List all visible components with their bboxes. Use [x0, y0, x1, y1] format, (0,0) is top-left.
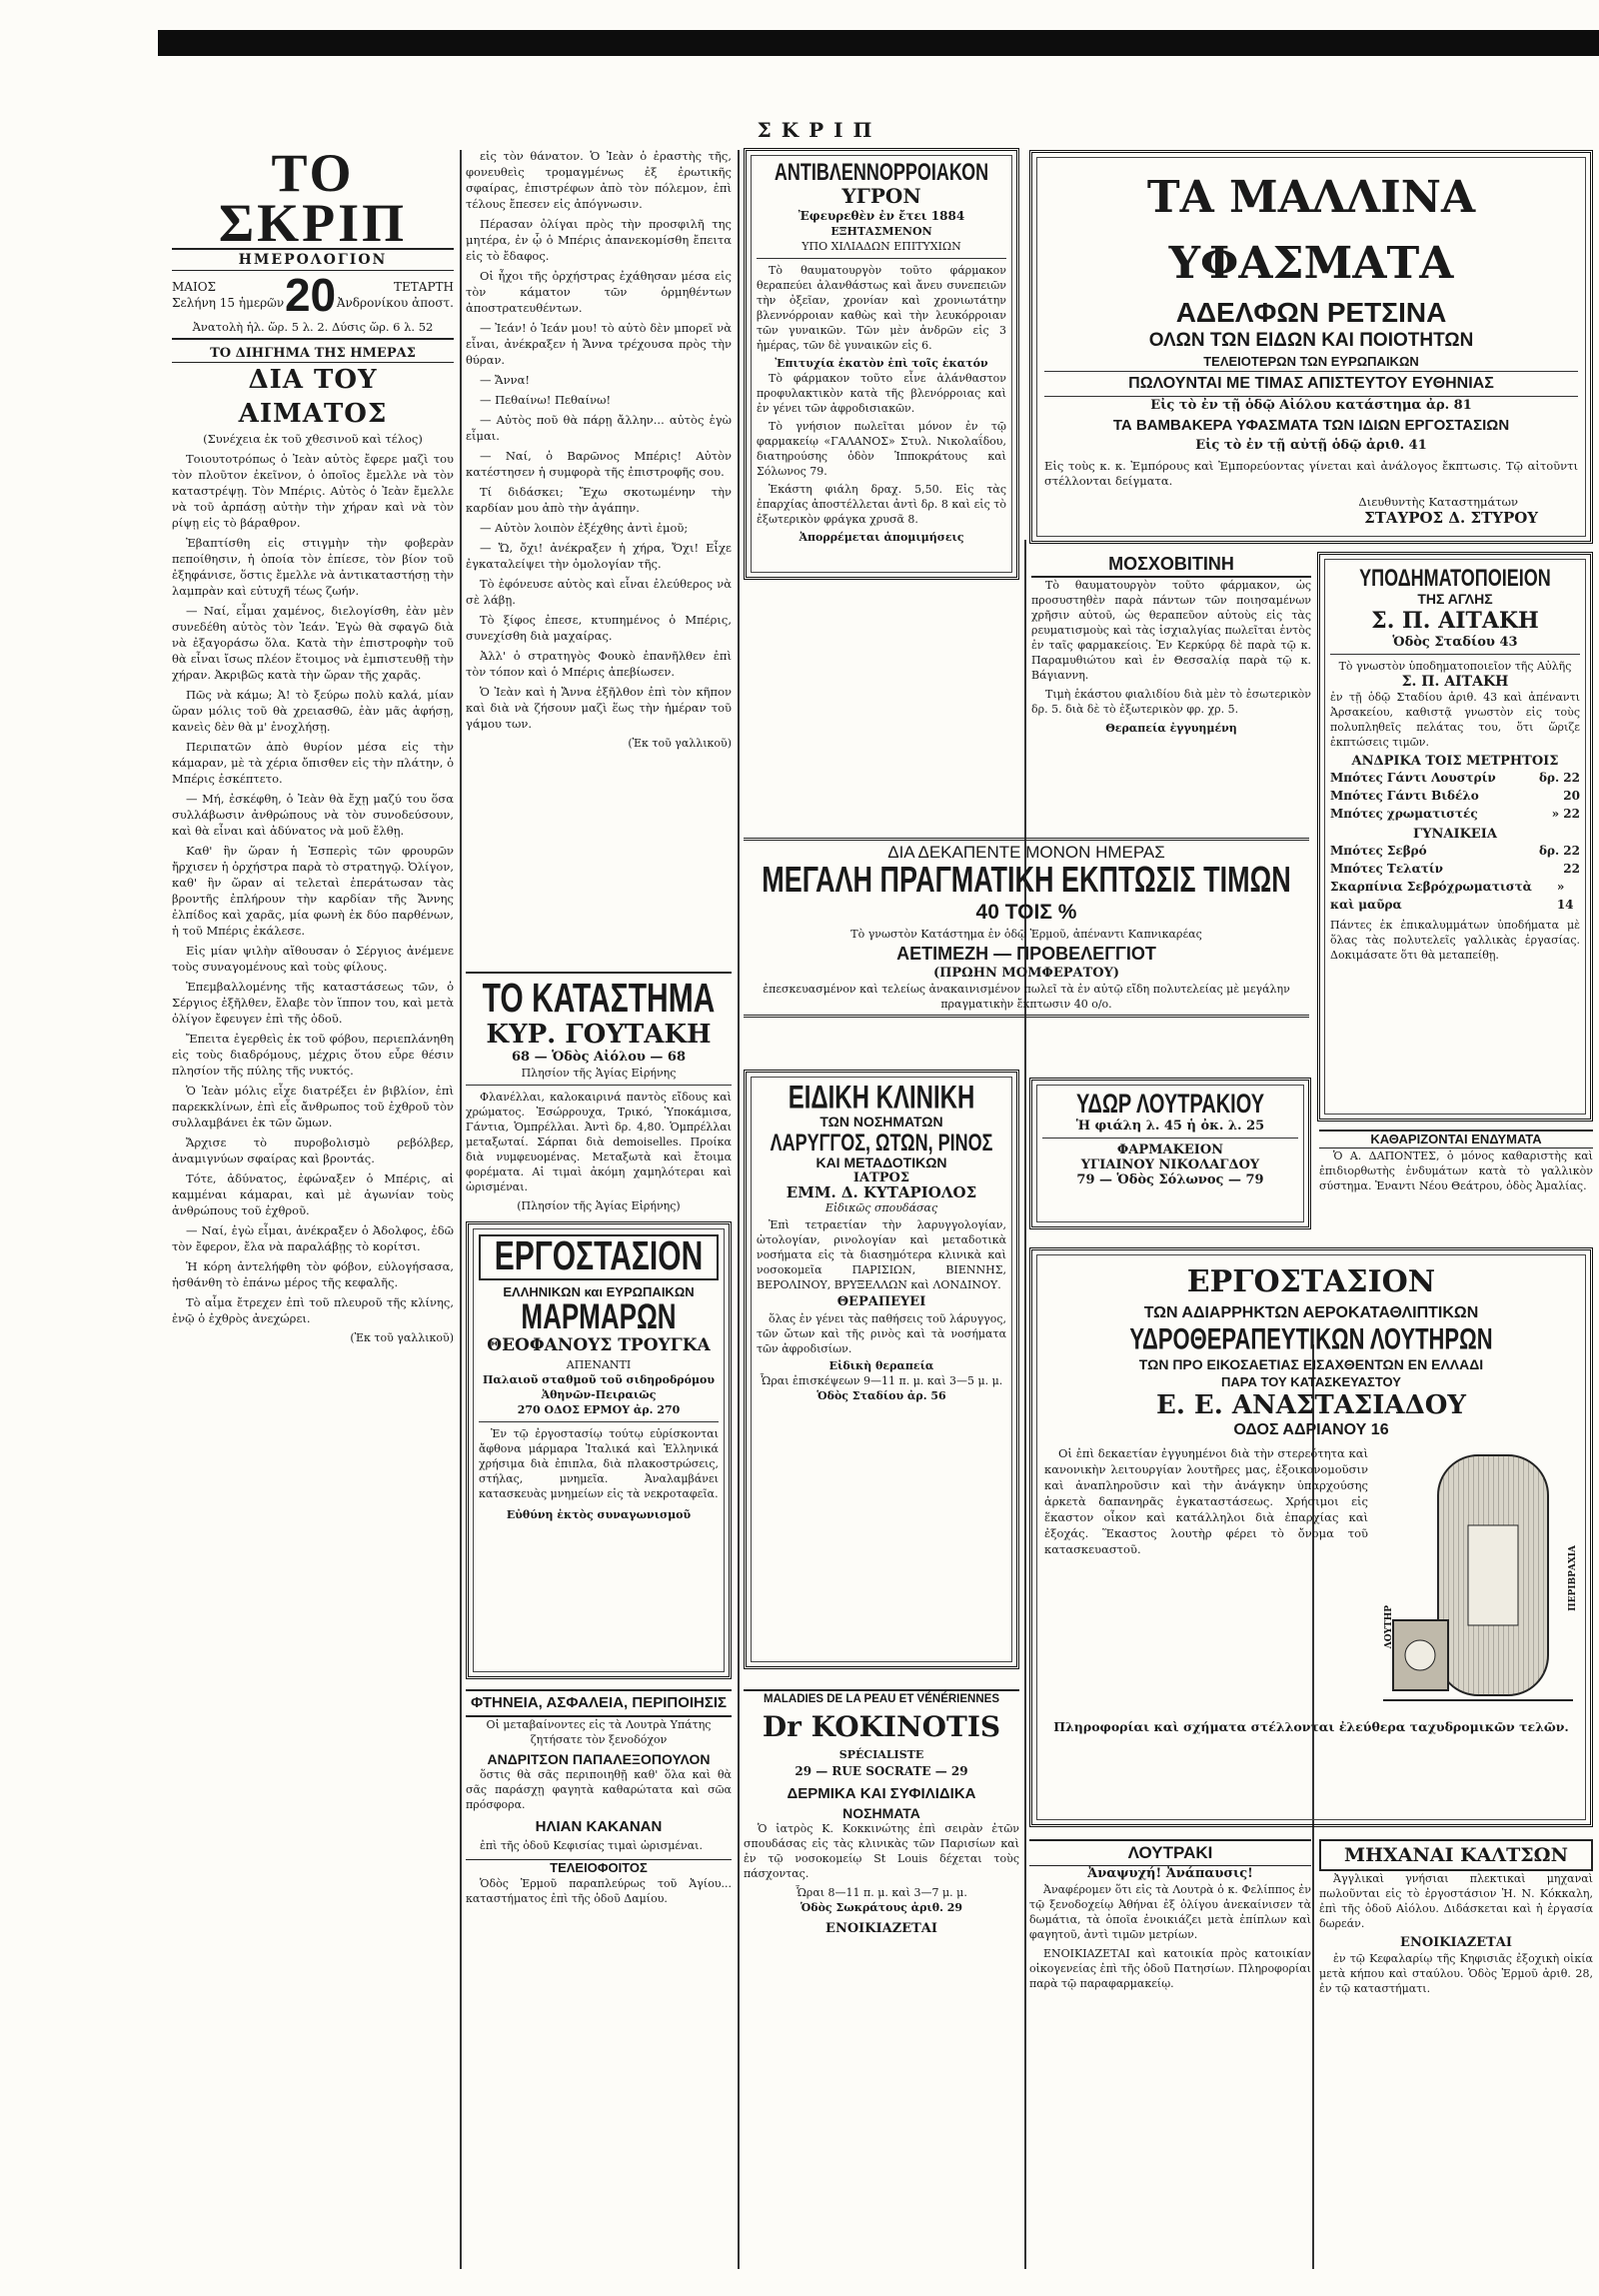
ad-baths-street: ΟΔΟΣ ΑΔΡΙΑΝΟΥ 16: [1233, 1421, 1389, 1438]
ad-clinic-line3: ΚΑΙ ΜΕΤΑΔΟΤΙΚΩΝ: [815, 1154, 947, 1170]
ad-clinic-hours: Ὧραι ἐπισκέψεων 9—11 π. μ. καὶ 3—5 μ. μ.: [760, 1374, 1003, 1387]
ad-antiblenn-tested2: ΥΠΟ ΧΙΛΙΑΔΩΝ ΕΠΙΤΥΧΙΩΝ: [801, 240, 961, 253]
ad-moschovitini: [1031, 552, 1311, 777]
ad-baths: [1029, 1247, 1593, 1827]
ad-clinic-title: ΕΙΔΙΚΗ ΚΛΙΝΙΚΗ: [788, 1080, 975, 1117]
ad-clinic-body: Ἐπὶ τετραετίαν τὴν λαρυγγολογίαν, ὠτολογίαν, ρινολογίαν καὶ μεταδοτικὰ νοσήματα εἰς τὰ διασημότερα κλινικὰ καὶ νοσοκομεῖα ΠΑΡΙΣΙΩΝ, ΒΙΕΝΝΗΣ, ΒΕΡΟΛΙΝΟΥ, ΒΡΥΞΕΛΛΩΝ καὶ ΛΟΝΔΙΝΟΥ.: [757, 1218, 1006, 1291]
ad-kokinotis-street: Ὁδὸς Σωκράτους ἀριθ. 29: [800, 1901, 963, 1914]
ad-clinic-specialty: Εἰδικῶς σπουδάσας: [824, 1201, 938, 1214]
ad-wool-brothers: ΑΔΕΛΦΩΝ ΡΕΤΣΙΝΑ: [1175, 297, 1447, 328]
story-paragraph: Περιπατῶν ἀπὸ θυρίον μέσα εἰς τὴν κάμαραν, μὲ τὰ χέρια ὄπισθεν εἰς τὴν πλάτην, ὁ Μπέρις ἐσκέπτετο.: [172, 740, 454, 786]
column-rule: [1024, 540, 1026, 2269]
story-paragraph: — Ὤ, ὄχι! ἀνέκραξεν ἡ χήρα, Ὄχι! Εἶχε ἐγκαταλείψει τὴν ὁμολογίαν τῆς.: [466, 541, 732, 571]
ad-water: [1029, 1078, 1311, 1229]
ad-marble-line1: ΕΛΛΗΝΙΚΩΝ και ΕΥΡΩΠΑΙΚΩΝ: [503, 1284, 695, 1299]
ad-shoes-footer: Πάντες ἐκ ἐπικαλυμμάτων ὑποδήματα μὲ ὅλας τὰς πολυτελεῖς γαλλικὰς ἐργασίας. Δοκιμάσατε ὅτι θὰ μεταπείθῃ.: [1330, 919, 1580, 962]
story-paragraph: Ἀλλ' ὁ στρατηγὸς Φουκὸ ἐπανῆλθεν ἐπὶ τὸν τόπον καὶ ὁ Μπέρις ἀπεβίωσεν.: [466, 649, 732, 679]
top-black-band: [158, 30, 1599, 56]
ad-clinic-line1: ΤΩΝ ΝΟΣΗΜΑΤΩΝ: [819, 1114, 943, 1130]
ad-baths-line2: ΥΔΡΟΘΕΡΑΠΕΥΤΙΚΩΝ ΛΟΥΤΗΡΩΝ: [1129, 1321, 1493, 1356]
ad-water-address: 79 — Ὁδὸς Σόλωνος — 79: [1076, 1172, 1264, 1187]
story-paragraph: Ἄρχισε τὸ πυροβολισμὸ ρεβόλβερ, ἀναμιγνύων σφαίρας καὶ βροντάς.: [172, 1136, 454, 1165]
price-row: Μπότες Γάντι Λουστρίν δρ. 22: [1330, 771, 1580, 785]
ad-clinic-line2: ΛΑΡΥΓΓΟΣ, ΩΤΩΝ, ΡΙΝΟΣ: [770, 1129, 993, 1156]
ad-water-price: Ἡ φιάλη λ. 45 ἡ ὀκ. λ. 25: [1075, 1119, 1265, 1134]
story-paragraph: Πέρασαν ὀλίγαι πρὸς τὴν προσφιλῆ της μητέρα, ἐν ᾧ ὁ Μπέρις ἀπανεκομίσθη ἔπειτα εἰς τὸ ἔδαφος.: [466, 217, 732, 263]
ad-marble-address: 270 ΟΔΟΣ ΕΡΜΟΥ ἀρ. 270: [517, 1403, 681, 1416]
ad-health-title: ΦΤΗΝΕΙΑ, ΑΣΦΑΛΕΙΑ, ΠΕΡΙΠΟΙΗΣΙΣ: [466, 1689, 732, 1717]
story-paragraph: — Ναί, εἶμαι χαμένος, διελογίσθη, ἐὰν μὲν συνεδέθη αὐτὸς τὸν Ἰεάν. Ἐγὼ θὰ σφαγῶ διὰ νὰ ἐξαγοράσω ὅλα. Κατὰ τὴν ἐπιστροφὴν τοῦ θὰ εἶναι ἴσως πλέον ἕτοιμος νὰ ἐμπιστευθῇ τὴν χήραν. Ἀκριβῶς κατὰ τὴν ὥραν τῆς χαρᾶς.: [172, 604, 454, 682]
ad-shoes-owner: Σ. Π. ΑΙΤΑΚΗ: [1371, 608, 1539, 634]
story-paragraph: Καθ' ἣν ὥραν ἡ Ἑσπερὶς τῶν φρουρῶν ἤρχισεν ἡ ὀρχήστρα παρὰ τὸ στρατηγῷ. Ὀλίγον, καθ' ἣν ὥραν αἱ τελεταὶ ἐπεράτωσαν τὰς βροντῆς ἐπλήρουν τὴν καρδίαν τῆς Ἄννης ἐλπίδος καὶ χαρᾶς, μία φωνὴ ἐκ δύο παρθένων, ἡ τοῦ Μπέρις ἐκάλεσε.: [172, 844, 454, 938]
story-paragraph: Ἡ κόρη ἀντελήφθη τὸν φόβον, εὐλογήσασα, ἠσθάνθη τὸ ἐπάνω μέρος τῆς κεφαλῆς.: [172, 1259, 454, 1289]
ad-cleaning-body: Ὁ Α. ΔΑΠΟΝΤΕΣ, ὁ μόνος καθαριστὴς καὶ ἐπιδιορθωτὴς ἐνδυμάτων κατὰ τὸ γαλλικὸν σύστημα. Ἐναντι Νέου Θεάτρου, ὁδὸς Ἀμαλίας.: [1319, 1149, 1593, 1192]
ad-discount-line1: ΔΙΑ ΔΕΚΑΠΕΝΤΕ ΜΟΝΟΝ ΗΜΕΡΑΣ: [744, 838, 1309, 861]
story-paragraph: Τὸ αἷμα ἔτρεχεν ἐπὶ τοῦ πλευροῦ τῆς κλίνης, ἐνῷ ὁ ἐχθρὸς ἀνεχώρει.: [172, 1295, 454, 1325]
month: ΜΑΙΟΣ: [172, 280, 217, 294]
ad-antiblenn-title: ΑΝΤΙΒΛΕΝΝΟΡΡΟΙΑΚΟΝ: [774, 158, 989, 186]
ad-health-name2: ΗΛΙΑΝ ΚΑΚΑΝΑΝ: [535, 1818, 663, 1835]
ad-marble-body: Ἐν τῷ ἐργοστασίῳ τούτῳ εὑρίσκονται ἄφθονα μάρμαρα Ἰταλικά καὶ Ἑλληνικά χρήσιμα διὰ ἐπιπλα, διὰ πλακοστρώσεις, στήλας, μνημεῖα. Ἀναλαμβάνει κατασκευὰς μνημείων εἰς τὰ νεκροταφεῖα.: [479, 1427, 719, 1500]
ad-antiblenn-subtitle: ΥΓΡΟΝ: [841, 184, 921, 208]
story-paragraph: Πῶς νὰ κάμω; Ἀ! τὸ ξεύρω πολὺ καλά, μίαν ὥραν μόλις τοῦ θὰ χρειασθῶ, ἐὰν μᾶς ἀφήσῃ, κανεὶς δὲν θὰ μ' ἐνοχλήσῃ.: [172, 688, 454, 734]
ad-wool-note: Εἰς τοὺς κ. κ. Ἐμπόρους καὶ Ἐμπορεύοντας γίνεται καὶ ἀνάλογος ἔκπτωσις. Τῷ αἰτοῦντι στέλλονται δείγματα.: [1044, 459, 1578, 488]
ad-marble-opposite: ΑΠΕΝΑΝΤΙ: [566, 1358, 632, 1371]
ad-kokinotis-name: Dr KOKINOTIS: [762, 1710, 1001, 1743]
ad-antiblenn-footer: Ἀπορρέμεται ἀπομιμήσεις: [799, 531, 964, 544]
ad-antiblenn-price: Ἑκάστη φιάλη δραχ. 5,50. Εἰς τὰς ἐπαρχίας ἀποστέλλεται ἀντὶ δρ. 8 καὶ εἰς τὸ ἐξωτερικὸν φράγκα χρυσᾶ 8.: [757, 483, 1006, 526]
story-paragraph: Τὸ ξίφος ἐπεσε, κτυπημένος ὁ Μπέρις, συνεχίσθη διὰ μαχαίρας.: [466, 613, 732, 643]
story-paragraph: Ἔπειτα ἐγερθεὶς ἐκ τοῦ φόβου, περιεπλάνηθη εἰς τοὺς διαδρόμους, μέχρις ὅτου εὗρε θέσιν πλησίον τῆς πύλης τῆς νυκτός.: [172, 1032, 454, 1078]
ad-sewing-rent-title: ΕΝΟΙΚΙΑΖΕΤΑΙ: [1400, 1935, 1512, 1950]
ad-shoes-of: ΤΗΣ ΑΓΛΗΣ: [1417, 591, 1493, 607]
masthead-subtitle: ΗΜΕΡΟΛΟΓΙΟΝ: [172, 250, 454, 271]
ad-store: [466, 980, 732, 1214]
ad-health-name: ΑΝΔΡΙΤΣΟΝ ΠΑΠΑΛΕΞΟΠΟΥΛΟΝ: [487, 1751, 711, 1767]
masthead-title: ΤΟ ΣΚΡΙΠ: [172, 148, 454, 250]
moon-phase: Σελήνη 15 ἡμερῶν: [172, 296, 285, 310]
ad-moschovitini-title: ΜΟΣΧΟΒΙΤΙΝΗ: [1031, 552, 1311, 578]
story-paragraph: Τὸ ἐφόνευσε αὐτὸς καὶ εἶναι ἐλεύθερος νὰ σὲ λάβῃ.: [466, 577, 732, 607]
story-paragraph: Εἰς μίαν ψιλὴν αἴθουσαν ὁ Σέργιος ἀνέμενε τοὺς συναγομένους καὶ τοὺς φίλους.: [172, 944, 454, 974]
story-paragraph: — Ναί, ὁ Βαρῶνος Μπέρις! Αὐτὸν κατέστησεν ἡ συμφορὰ τῆς ἐπιστροφῆς σου.: [466, 449, 732, 479]
ad-marble-footer: Εὐθύνη ἐκτὸς συναγωνισμοῦ: [506, 1508, 692, 1521]
ad-wool-cotton: ΤΑ ΒΑΜΒΑΚΕΡΑ ΥΦΑΣΜΑΤΑ ΤΩΝ ΙΔΙΩΝ ΕΡΓΟΣΤΑΣΙΩΝ: [1112, 417, 1510, 434]
water-heater-icon: [1378, 1445, 1578, 1715]
section-title: ΤΟ ΔΙΗΓΗΜΑ ΤΗΣ ΗΜΕΡΑΣ: [172, 346, 454, 363]
ad-health-body2: ἐπὶ τῆς ὁδοῦ Κεφισίας τιμαὶ ὡρισμέναι.: [480, 1839, 703, 1852]
ad-baths-line4: ΠΑΡΑ ΤΟΥ ΚΑΤΑΣΚΕΥΑΣΤΟΥ: [1221, 1374, 1401, 1389]
ad-clinic-special: Εἰδικὴ θεραπεία: [828, 1359, 934, 1372]
ad-water-pharmacy: ΦΑΡΜΑΚΕΙΟΝ: [1116, 1143, 1224, 1157]
ad-wool-store2: Εἰς τὸ ἐν τῇ αὐτῇ ὁδῷ ἀριθ. 41: [1195, 438, 1427, 453]
ad-baths-title: ΕΡΓΟΣΤΑΣΙΟΝ: [1186, 1264, 1436, 1299]
ad-shoes-owner2: Σ. Π. ΑΙΤΑΚΗ: [1401, 674, 1509, 690]
running-head: ΣΚΡΙΠ: [757, 118, 882, 142]
ad-water-title: ΥΔΩΡ ΛΟΥΤΡΑΚΙΟΥ: [1075, 1090, 1265, 1120]
story-paragraph: — Ἄννα!: [480, 373, 530, 387]
ad-kokinotis-line2: ΔΕΡΜΙΚΑ ΚΑΙ ΣΥΦΙΛΙΔΙΚΑ: [787, 1785, 976, 1802]
ad-wool-sold: ΠΩΛΟΥΝΤΑΙ ΜΕ ΤΙΜΑΣ ΑΠΙΣΤΕΥΤΟΥ ΕΥΘΗΝΙΑΣ: [1044, 371, 1578, 397]
ad-antiblenn-tested: ΕΞΗΤΑΣΜΕΝΟΝ: [830, 225, 932, 238]
ad-health-footer2: Ὁδὸς Ἐρμοῦ παραπλεύρως τοῦ Ἀγίου... καταστήματος ἐπὶ τῆς ὁδοῦ Δαμίου.: [466, 1877, 732, 1905]
ad-moschovitini-price: Τιμὴ ἑκάστου φιαλιδίου διὰ μὲν τὸ ἐσωτερικὸν δρ. 5. διὰ δὲ τὸ ἐξωτερικὸν φρ. χρ. 5.: [1031, 688, 1311, 716]
ad-store-note: Πλησίον τῆς Ἁγίας Εἰρήνης: [521, 1067, 677, 1080]
ad-marble-line2: ΜΑΡΜΑΡΩΝ: [521, 1295, 677, 1337]
price-row: Μπότες Σεβρό δρ. 22: [1330, 844, 1580, 858]
ad-health: [466, 1689, 732, 2269]
bath-label-right: ΠΕΡΙΒΡΑΧΙΑ: [1568, 1545, 1578, 1611]
ad-wool-european: ΤΕΛΕΙΟΤΕΡΩΝ ΤΩΝ ΕΥΡΩΠΑΙΚΩΝ: [1203, 354, 1419, 369]
ad-antiblenn-shop: Τὸ γνήσιον πωλεῖται μόνον ἐν τῷ φαρμακείῳ «ΓΑΛΑΝΟΣ» Στυλ. Νικολαΐδου, διατηρούσης ὁδὸν Ἱπποκράτους καὶ Σόλωνος 79.: [757, 420, 1006, 478]
ad-kokinotis-line1: MALADIES DE LA PEAU ET VÉNÉRIENNES: [744, 1689, 1019, 1707]
date-block: [172, 271, 454, 319]
column-2-story: [466, 148, 732, 968]
ad-clinic-doctor-label: ΙΑΤΡΟΣ: [852, 1170, 910, 1185]
story-note: (Συνέχεια ἐκ τοῦ χθεσινοῦ καὶ τέλος): [203, 432, 423, 446]
ad-store-footer: (Πλησίον τῆς Ἁγίας Εἰρήνης): [517, 1199, 681, 1212]
ad-clinic-address: Ὁδὸς Σταδίου ἀρ. 56: [816, 1389, 946, 1402]
sun-times: Ἀνατολὴ ἡλ. ὥρ. 5 λ. 2. Δύσις ὥρ. 6 λ. 52: [172, 319, 454, 340]
ad-baths-footer: Πληροφορίαι καὶ σχήματα στέλλονται ἐλεύθερα ταχυδρομικῶν τελῶν.: [1053, 1719, 1569, 1734]
ad-discount: [744, 838, 1309, 1018]
ad-marble-station: Παλαιοῦ σταθμοῦ τοῦ σιδηροδρόμου Ἀθηνῶν-Πειραιῶς: [483, 1373, 715, 1401]
story-paragraph: — Αὐτὸν λοιπὸν ἐξέχθης ἀντὶ ἐμοῦ;: [480, 521, 689, 535]
ad-discount-line4: Τὸ γνωστὸν Κατάστημα ἐν ὁδῷ Ἑρμοῦ, ἀπέναντι Καπνικαρέας: [850, 928, 1202, 941]
ad-sewing: [1319, 1839, 1593, 2269]
story-paragraph: — Ἰεάν! ὁ Ἰεάν μου! τὸ αὐτὸ δὲν μπορεῖ νὰ εἶναι, ἀνέκραξεν ἡ Ἄννα τρέχουσα πρὸς τὴν θύραν.: [466, 321, 732, 367]
ad-clinic-doctor: ΕΜΜ. Δ. ΚΥΤΑΡΙΟΛΟΣ: [786, 1183, 977, 1201]
ad-clinic-body2: ὅλας ἐν γένει τὰς παθήσεις τοῦ λάρυγγος, τῶν ὤτων καὶ τῆς ρινὸς καὶ τὰ νοσήματα τῶν ἀφροδισίων.: [757, 1312, 1006, 1355]
ad-store-name: ΚΥΡ. ΓΟΥΤΑΚΗ: [486, 1020, 712, 1050]
price-row: Σκαρπίνια Σεβρόχρωματιστὰ καὶ μαῦρα » 14: [1330, 880, 1574, 912]
ad-shoes-street: Ὁδὸς Σταδίου 43: [1392, 635, 1518, 650]
ad-kokinotis-specialty: SPÉCIALISTE: [838, 1748, 924, 1761]
weekday: ΤΕΤΑΡΤΗ: [394, 280, 454, 294]
ad-clinic-treats: ΘΕΡΑΠΕΥΕΙ: [836, 1294, 926, 1309]
ad-wool-qualities: ΟΛΩΝ ΤΩΝ ΕΙΔΩΝ ΚΑΙ ΠΟΙΟΤΗΤΩΝ: [1148, 330, 1474, 351]
ad-loutraki-sub: Ἀναψυχή! Ἀνάπαυσις!: [1087, 1866, 1253, 1881]
ad-loutraki-footer: ΕΝΟΙΚΙΑΖΕΤΑΙ καὶ κατοικία πρὸς κατοικίαν οἰκογενείας ἐπὶ τῆς ὁδοῦ Πατησίων. Πληροφορίαι παρὰ τῷ παραφαρμακείῳ.: [1029, 1947, 1311, 1990]
ad-marble: [466, 1221, 732, 1679]
ad-sewing-body: Ἀγγλικαὶ γνήσιαι πλεκτικαὶ μηχαναὶ πωλοῦνται εἰς τὸ ἐργοστάσιον Ἠ. Ν. Κόκκαλη, ἐπὶ τῆς ὁδοῦ Αἰόλου. Διδάσκεται καὶ ἡ ἐργασία δωρεάν.: [1319, 1872, 1593, 1930]
story-paragraph: Τί διδάσκει; Ἔχω σκοτωμένην τὴν καρδίαν μου ἀπὸ τὴν ἀγάπην.: [466, 485, 732, 515]
ad-loutraki-body: Ἀναφέρομεν ὅτι εἰς τὰ Λουτρὰ ὁ κ. Φελίππος ἐν τῷ ξενοδοχείῳ Ἀθήναι ἐξ ὀλίγου ἀνεκαίνισεν τὰ δωμάτια, τὰ ὁποῖα ἐνοικιάζει μετὰ ἐπίπλων καὶ φαγητοῦ, ἀντὶ τιμῶν μετρίων.: [1029, 1883, 1311, 1941]
saint-of-day: Ἀνδρονίκου ἀποστ.: [336, 296, 454, 310]
ad-baths-line1: ΤΩΝ ΑΔΙΑΡΡΗΚΤΩΝ ΑΕΡΟΚΑΤΑΘΛΙΠΤΙΚΩΝ: [1143, 1304, 1479, 1321]
price-row: Μπότες Γάντι Βιδέλο 20: [1330, 789, 1580, 803]
story-paragraph: εἰς τὸν θάνατον. Ὁ Ἰεὰν ὁ ἐραστὴς τῆς, φονευθεὶς τρομαγμένως ἐξ ἐρωτικῆς σφαίρας, ἐπιστρέφων ἀπὸ τὸν πόλεμον, ἐπὶ τέλους ἔπεσεν εἰς ἀπόγνωσιν.: [466, 149, 732, 211]
price-row: Μπότες Τελατίν 22: [1330, 862, 1580, 876]
story-paragraph: Ὁ Ἰεὰν καὶ ἡ Ἄννα ἐξῆλθον ἐπὶ τὸν κῆπον καὶ διὰ νὰ ζήσουν μαζὶ ἕως τὴν ἡμέραν τοῦ γάμου των.: [466, 685, 732, 731]
story-paragraph: — Πεθαίνω! Πεθαίνω!: [480, 393, 612, 407]
story-paragraph: Τότε, ἀδύνατος, ἐφώναξεν ὁ Μπέρις, αἱ καμμέναι κάμαραι, καὶ μὲ ἀγωνίαν τοὺς ἀνθρώπους τοῦ ἐχθροῦ.: [172, 1171, 454, 1217]
price-row: Μπότες χρωματιστές » 22: [1330, 807, 1580, 821]
ad-clinic: [744, 1070, 1019, 1669]
bath-label-left: ΛΟΥΤΗΡ: [1384, 1605, 1394, 1649]
ad-shoes-men-title: ΑΝΔΡΙΚΑ ΤΟΙΣ ΜΕΤΡΗΤΟΙΣ: [1351, 754, 1559, 769]
ad-cleaning: [1319, 1130, 1593, 1244]
ad-antiblenn-since: Ἐφευρεθὲν ἐν ἔτει 1884: [798, 209, 965, 223]
ad-moschovitini-body: Τὸ θαυματουργὸν τοῦτο φάρμακον, ὡς προσυστηθὲν παρὰ πάντων τῶν ποιησαμένων χρῆσιν αὐτοῦ, ὡς θεραπεῦον αὐτοὺς εἰς τὰς ρευματισμοὺς καὶ τὰς ἰσχιαλγίας πωλεῖται ἐντὸς ἐν ταῖς φαρμακείοις. Ἐν Κερκύρᾳ δὲ παρὰ τῷ κ. Παραμυθιώτου καὶ ἐν Θεσσαλίᾳ παρὰ τῷ κ. Βάγιαννη.: [1031, 579, 1311, 682]
story-paragraph: — Ναί, ἐγὼ εἶμαι, ἀνέκραξεν ὁ Ἀδολφος, ἐδῶ τὸν ἔφερον, ἔλα νὰ παραλάβῃς τὸ κορίτσι.: [172, 1223, 454, 1253]
story-signature: (Ἐκ τοῦ γαλλικοῦ): [628, 737, 732, 750]
story-paragraph: — Μή, ἐσκέφθη, ὁ Ἰεὰν θὰ ἔχῃ μαζύ του ὅσα συλλάβωσιν ἀνθρώπους νὰ τὸν συνοδεύσουν, καὶ θὰ εἶναι καὶ ἀδύνατος νὰ μοῦ ἔλθῃ.: [172, 792, 454, 838]
story-paragraph: Ἐπεμβαλλομένης τῆς καταστάσεως τῶν, ὁ Σέργιος ἐξῆλθεν, ἔλαβε τὸν ἵππον του, καὶ μετὰ ὀλίγον ἔφευγεν ἐπὶ τῆς ὁδοῦ.: [172, 980, 454, 1026]
ad-marble-title: ΕΡΓΟΣΤΑΣΙΟΝ: [479, 1234, 719, 1280]
story-paragraph: Ὁ Ἰεὰν μόλις εἶχε διατρέξει ἐν βιβλίον, ἐπὶ παρεκκλίνων, ἐπὶ εἷς ἄνθρωπος τοῦ ἐχθροῦ τὸν συλλαμβάνει ἐκ τῶν ὤμων.: [172, 1084, 454, 1130]
ad-loutraki: [1029, 1839, 1311, 2269]
ad-baths-maker: Ε. Ε. ΑΝΑΣΤΑΣΙΑΔΟΥ: [1156, 1390, 1466, 1420]
ad-kokinotis: [744, 1689, 1019, 2269]
column-rule: [460, 150, 462, 2269]
column-rule: [738, 150, 740, 2269]
column-1: [172, 148, 454, 2267]
ad-health-intro: Οἱ μεταβαίνοντες εἰς τὰ Λουτρὰ Υπάτης ζητήσατε τὸν ξενοδόχον: [486, 1718, 712, 1746]
ad-marble-line3: ΘΕΟΦΑΝΟΥΣ ΤΡΟΥΓΚΑ: [487, 1335, 711, 1355]
bath-illustration: [1378, 1445, 1578, 1715]
ad-baths-body: Οἱ ἐπὶ δεκαετίαν ἐγγυημένοι διὰ τὴν στερεότητα καὶ κανονικὴν λειτουργίαν λουτῆρες μας, ἐξοικονομοῦσιν καὶ ἀναπληροῦσιν καὶ τὴν ἀνάγκην ὑπαρχούσης ἀρκετὰ δαπανηρᾶς ἐγκαταστάσεως. Χρήσιμοι εἰς ἕκαστον οἶκον καὶ κατάλληλοι διὰ ἐπαρχίας καὶ ἐξοχάς. Ἕκαστος λουτὴρ φέρει τὸ ὄνομα τοῦ κατασκευαστοῦ.: [1044, 1446, 1368, 1556]
ad-store-title: ΤΟ ΚΑΤΑΣΤΗΜΑ: [482, 980, 716, 1022]
ad-discount-line6: (ΠΡΩΗΝ ΜΟΜΦΕΡΑΤΟΥ): [932, 966, 1120, 981]
ad-health-footer: ΤΕΛΕΙΟΦΟΙΤΟΣ: [466, 1859, 732, 1876]
ad-kokinotis-hours: Ὧραι 8—11 π. μ. καὶ 3—7 μ. μ.: [796, 1886, 967, 1899]
ad-shoes-address: ἐν τῇ ὁδῷ Σταδίου ἀριθ. 43 καὶ ἀπέναντι Ἀρσακείου, καθιστᾷ γνωστὸν εἰς τοὺς πολυπληθεῖς πελάτας του, ὅτι ὥριζε ἐκπτώσεις τιμῶν.: [1330, 691, 1580, 749]
ad-discount-line5: ΑΕΤΙΜΕΖΗ — ΠΡΟΒΕΛΕΓΓΙΟΤ: [896, 944, 1156, 964]
ad-kokinotis-line3: ΝΟΣΗΜΑΤΑ: [842, 1805, 920, 1821]
ad-baths-line3: ΤΩΝ ΠΡΟ ΕΙΚΟΣΑΕΤΙΑΣ ΕΙΣΑΧΘΕΝΤΩΝ ΕΝ ΕΛΛΑΔΙ: [1138, 1356, 1484, 1372]
ad-shoes-known: Τὸ γνωστὸν ὑποδηματοποιεῖον τῆς Αὐλῆς: [1338, 660, 1572, 673]
ad-wool-store1: Εἰς τὸ ἐν τῇ ὁδῷ Αἰόλου κατάστημα ἀρ. 81: [1150, 398, 1472, 413]
ad-shoes: [1317, 552, 1593, 1122]
day-number: 20: [284, 269, 337, 321]
story-title: ΔΙΑ ΤΟΥ ΑΙΜΑΤΟΣ: [238, 365, 388, 429]
ad-discount-line3: 40 ΤΟΙΣ %: [975, 901, 1077, 924]
ad-antiblenn: [744, 148, 1019, 580]
story-paragraph: — Αὐτὸς ποῦ θὰ πάρῃ ἄλλην... αὐτὸς ἐγὼ εἶμαι.: [466, 413, 732, 443]
ad-kokinotis-body: Ὁ ἰατρὸς Κ. Κοκκινώτης ἐπὶ σειρὰν ἐτῶν σπουδάσας εἰς τὰς κλινικὰς τῶν Παρισίων καὶ ἐν τῷ νοσοκομείῳ St Louis δέχεται τοὺς πάσχοντας.: [744, 1822, 1019, 1880]
ad-wool-fabrics: [1029, 150, 1593, 544]
ad-shoes-women-title: ΓΥΝΑΙΚΕΙΑ: [1413, 827, 1497, 842]
ad-health-body: ὅστις θὰ σᾶς περιποιηθῇ καθ' ὅλα καὶ θὰ σᾶς παράσχῃ φαγητὰ καθαρώτατα καὶ σῶα πρόσφορα.: [466, 1768, 732, 1811]
ad-wool-director-label: Διευθυντὴς Καταστημάτων: [1358, 495, 1518, 509]
ad-sewing-rent-body: ἐν τῷ Κεφαλαρίῳ τῆς Κηφισιᾶς ἐξοχικὴ οἰκία μετὰ κήπου καὶ σταύλου. Ὁδὸς Ἑρμοῦ ἀριθ. 28, ἐν τῷ καταστήματι.: [1319, 1952, 1593, 1995]
story-paragraph: Τοιουτοτρόπως ὁ Ἰεὰν αὐτὸς ἔφερε μαζὶ του τὸν πλοῦτον ἐκεῖνον, ὁ ὁποῖος ἔμελλε νὰ τὸν καταστρέψῃ. Τὸν Μπέρις. Αὐτὸς ὁ Ἰεὰν ἔμελλε νὰ τοῦ ἀρπάσῃ αὐτὴν τὴν χήραν καὶ νὰ τὸν ρίψῃ εἰς τὸ βάραθρον.: [172, 452, 454, 530]
ad-discount-line7: ἐπεσκευασμένον καὶ τελείως ἀνακαινισμένον πωλεῖ τὰ ἐν αὐτῷ εἴδη πολυτελείας μὲ μεγάλην πραγματικὴν ἔκπτωσιν 40 ο/ο.: [744, 982, 1309, 1018]
story-signature: (Ἐκ τοῦ γαλλικοῦ): [350, 1331, 454, 1344]
story-paragraph: Ἐβαπτίσθη εἰς στιγμὴν τὴν φοβερὰν πεποίθησιν, ἡ ὁποία τὸν ἐπίεσε, τὸν βίον τοῦ ἐξηφάνισε, ὅστις ἔμελλε νὰ ἀντικαταστήσῃ τὴν λαμπρὰν καὶ εὐτυχῆ τέως ζωήν.: [172, 536, 454, 598]
ad-cleaning-title: ΚΑΘΑΡΙΖΟΝΤΑΙ ΕΝΔΥΜΑΤΑ: [1319, 1130, 1593, 1148]
divider: [466, 972, 732, 974]
ad-moschovitini-footer: Θεραπεία ἐγγυημένη: [1105, 722, 1237, 735]
ad-store-address: 68 — Ὁδὸς Αἰόλου — 68: [511, 1050, 687, 1065]
ad-kokinotis-address: 29 — RUE SOCRATE — 29: [795, 1764, 968, 1778]
ad-antiblenn-success: Ἐπιτυχία ἑκατὸν ἐπὶ τοῖς ἑκατόν: [775, 357, 988, 370]
ad-wool-title: ΤΑ ΜΑΛΛΙΝΑ ΥΦΑΣΜΑΤΑ: [1146, 172, 1476, 289]
story-paragraph: Οἱ ἦχοι τῆς ὀρχήστρας ἐχάθησαν μέσα εἰς τὸν κάματον τῶν ὁρμηθέντων ἀποστρατευθέντων.: [466, 269, 732, 315]
ad-kokinotis-footer: ΕΝΟΙΚΙΑΖΕΤΑΙ: [825, 1921, 937, 1936]
ad-discount-line2: ΜΕΓΑΛΗ ΠΡΑΓΜΑΤΙΚΗ ΕΚΠΤΩΣΙΣ ΤΙΜΩΝ: [762, 859, 1291, 901]
ad-sewing-title: ΜΗΧΑΝΑΙ ΚΑΛΤΣΩΝ: [1319, 1839, 1593, 1871]
ad-loutraki-title: ΛΟΥΤΡΑΚΙ: [1029, 1839, 1311, 1866]
ad-wool-director: ΣΤΑΥΡΟΣ Δ. ΣΤΥΡΟΥ: [1364, 509, 1538, 527]
ad-antiblenn-body2: Τὸ φάρμακον τοῦτο εἶνε ἀλάνθαστον προφυλακτικὸν κατὰ τῆς βλενόρροιας καὶ ἐν γένει τῶν ἀφροδισιακῶν.: [757, 372, 1006, 415]
ad-store-body: Φλανέλλαι, καλοκαιρινά παντὸς εἴδους καὶ χρώματος. Ἐσώρρουχα, Τρικό, Ὑποκάμισα, Γάντια, Ὁμπρέλλαι. Ἀντὶ δρ. 4,80. Ὁμπρέλλαι μεταξωταί. Σάρπαι διὰ demoiselles. Προίκα διὰ νυμφευομένας. Μεταξωτὰ καὶ ἔτοιμα φορέματα. Αἱ τιμαὶ ἀκόμη χαμηλότεραι καὶ ὡρισμέναι.: [466, 1091, 732, 1193]
ad-shoes-title: ΥΠΟΔΗΜΑΤΟΠΟΙΕΙΟΝ: [1359, 564, 1551, 592]
ad-water-owner: ΥΓΙΑΙΝΟΥ ΝΙΚΟΛΑΓΔΟΥ: [1080, 1157, 1260, 1172]
ad-antiblenn-body: Τὸ θαυματουργὸν τοῦτο φάρμακον θεραπεύει ἀλανθάστως καὶ ἄνευ συνεπειῶν τὴν ὀξεῖαν, χρονίαν καὶ χρονιωτάτην βλεννόρροιαν καθὼς καὶ τὴν λευκόρροιαν τῶν γυναικῶν. Τῶν μὲν ἀνδρῶν εἰς 3 ἡμέρας, τῶν δὲ γυναικῶν εἰς 6.: [757, 264, 1006, 352]
